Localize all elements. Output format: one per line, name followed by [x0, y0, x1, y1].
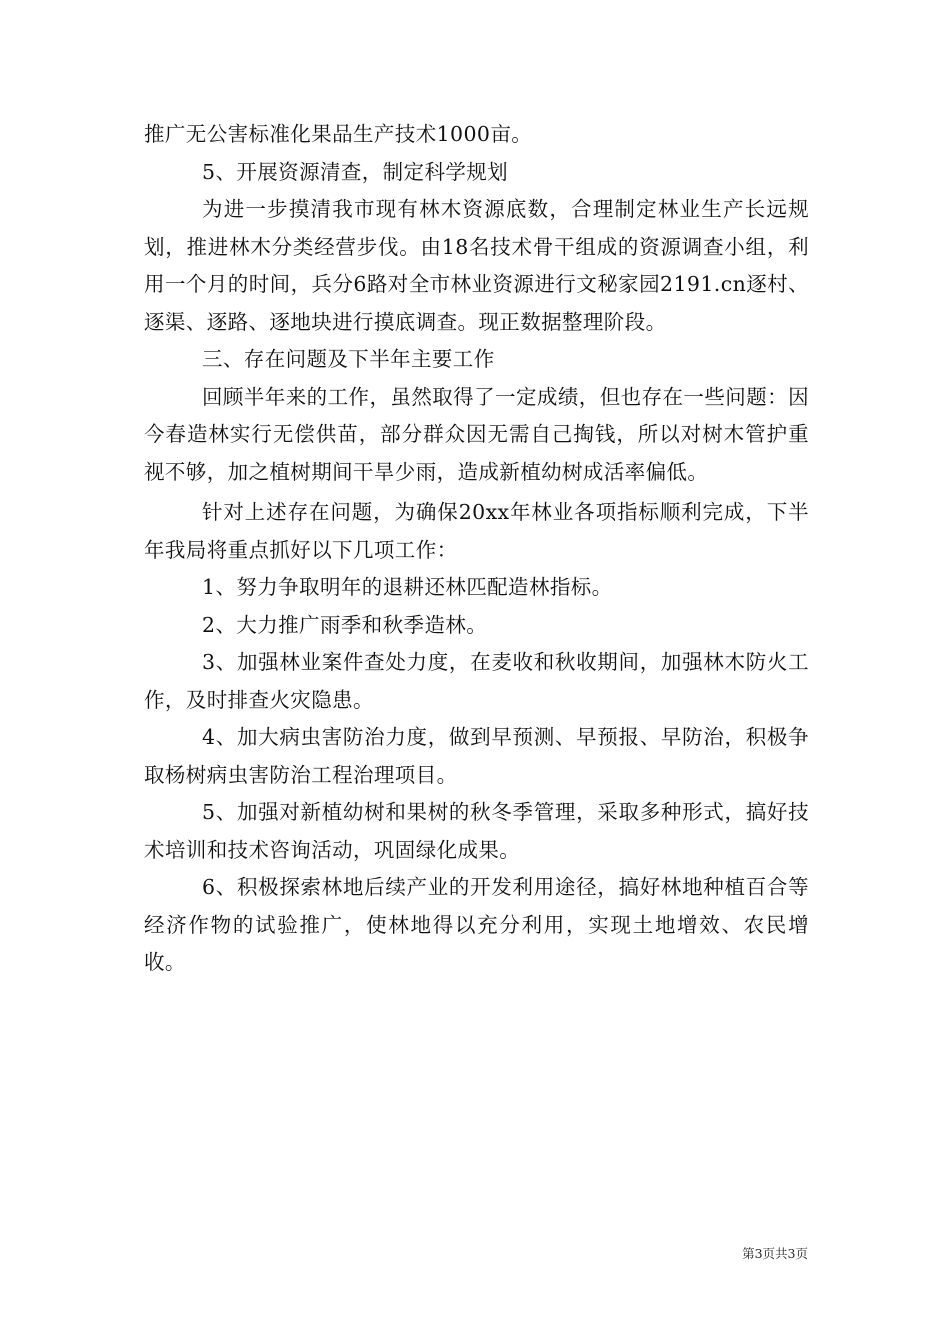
paragraph-resource-survey: 为进一步摸清我市现有林木资源底数，合理制定林业生产长远规划，推进林木分类经营步伐。由18名技术骨干组成的资源调查小组，利用一个月的时间，兵分6路对全市林业资源进行文秘家园2191.cn逐村、逐渠、逐路、逐地块进行摸底调查。现正数据整理阶段。: [144, 197, 809, 334]
list-item-6: 6、积极探索林地后续产业的开发利用途径，搞好林地种植百合等经济作物的试验推广，使林地得以充分利用，实现土地增效、农民增收。: [144, 875, 809, 974]
list-item-5: 5、加强对新植幼树和果树的秋冬季管理，采取多种形式，搞好技术培训和技术咨询活动，巩固绿化成果。: [144, 800, 809, 862]
list-item-1: 1、努力争取明年的退耕还林匹配造林指标。: [202, 575, 613, 599]
list-item-4: 4、加大病虫害防治力度，做到早预测、早预报、早防治，积极争取杨树病虫害防治工程治理项目。: [144, 725, 809, 787]
section-heading-problems: 三、存在问题及下半年主要工作: [202, 347, 495, 371]
paragraph-review: 回顾半年来的工作，虽然取得了一定成绩，但也存在一些问题：因今春造林实行无偿供苗，部分群众因无需自己掏钱，所以对树木管护重视不够，加之植树期间干旱少雨，造成新植幼树成活率偏低。: [144, 384, 809, 484]
paragraph-plan-intro: 针对上述存在问题，为确保20xx年林业各项指标顺利完成，下半年我局将重点抓好以下几项工作：: [144, 500, 809, 562]
paragraph-continuation: 推广无公害标准化果品生产技术1000亩。: [144, 122, 533, 146]
list-item-2: 2、大力推广雨季和秋季造林。: [202, 612, 488, 637]
section-heading-resource-survey: 5、开展资源清查，制定科学规划: [202, 159, 509, 184]
page-number-footer: 第3页共3页: [742, 1246, 808, 1261]
list-item-3: 3、加强林业案件查处力度，在麦收和秋收期间，加强林木防火工作，及时排查火灾隐患。: [144, 650, 809, 712]
document-body: [144, 116, 809, 982]
